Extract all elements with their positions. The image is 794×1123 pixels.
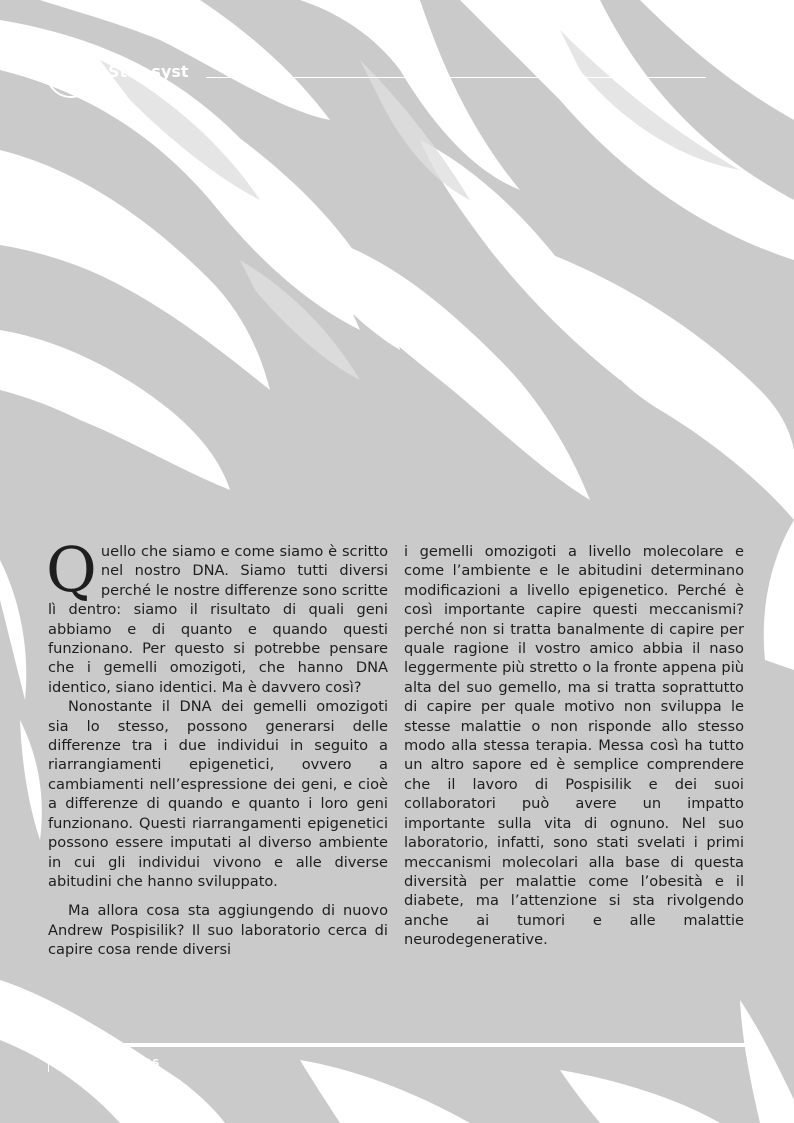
drop-cap: Q [46,533,97,606]
paragraph-text: uello che siamo e come siamo è scritto nel nostro DNA. Siamo tutti diversi perché le nostre differenze sono scritte lì dentro: siamo il risultato di quali geni abbiamo e di quanto e quando questi funzionano. Per questo si potrebbe pensare che i gemelli omozigoti, che hanno DNA identico, siano identici. Ma è davvero così? [48,543,388,696]
footer-rule [48,1043,746,1047]
article-paragraph: i gemelli omozigoti a livello molecolare e come l’ambiente e le abitudini determinano modificazioni a livello epigenetico. Perché è così importante capire questi meccanismi? perché non si tratta banalmente di capire per quale ragione il vostro amico abbia il naso leggermente più stretto o la fronte appena più alta del suo gemello, ma si tratta soprattutto di capire per quale motivo non sviluppa le stesse malattie o non risponde allo stesso modo alla stessa terapia. Messa così ha tutto un altro sapore ed è semplice comprendere che il lavoro di Pospisilik e dei suoi collaboratori può avere un impatto importante sulla vita di ognuno. Nel suo laboratorio, infatti, sono stati svelati i primi meccanismi molecolari alla base di questa diversità per malattie come l’obesità e il diabete, ma l’attenzione si sta rivolgendo anche ai tumori e alle malattie neurodegenerative. [404,543,744,949]
issue-label: STAR #6 [107,1057,160,1070]
article-column-left [46,533,388,960]
article-column-right [404,542,744,950]
article-paragraph: Ma allora cosa sta aggiungendo di nuovo Andrew Pospisilik? Il suo laboratorio cerca di capire cosa rende diversi [48,902,388,959]
article-paragraph: Nonostante il DNA dei gemelli omozigoti sia lo stesso, possono generarsi delle differenze tra i due individui in seguito a riarrangiamenti epigenetici, ovvero a cambiamenti nell’espressione dei geni, e cioè a differenze di quando e quanto i loro geni funzionano. Questi riarrangamenti epigenetici possono essere imputati al diverso ambiente in cui gli individui vivono e alle diverse abitudini che hanno sviluppato. [48,698,388,890]
asterisk-icon: ✱ [55,52,87,93]
article-paragraph [46,533,388,697]
section-title: Star syst [108,62,189,81]
section-header [46,48,706,104]
footer-divider [48,1054,49,1072]
footer-divider [94,1054,95,1072]
page-number: 10 [52,1057,68,1070]
header-rule [206,77,706,78]
